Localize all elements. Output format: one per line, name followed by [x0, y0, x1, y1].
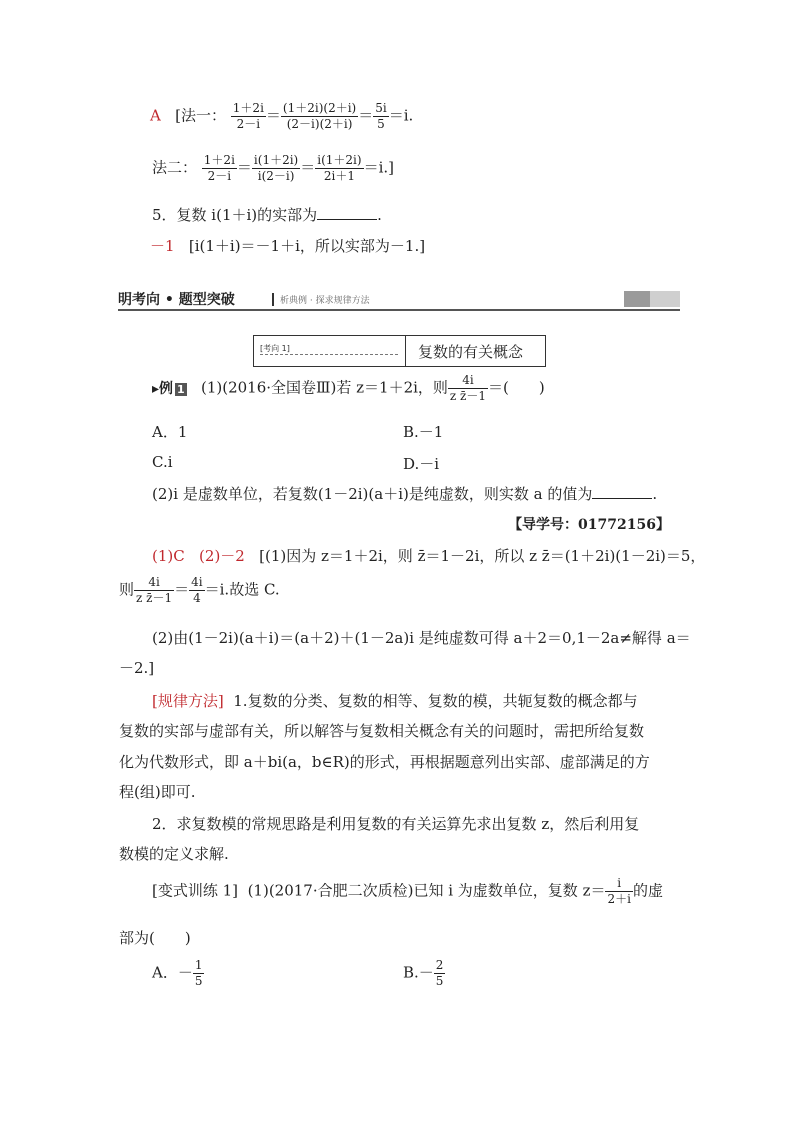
- example-number-badge: 1: [177, 382, 185, 396]
- topic-box: [253, 335, 546, 367]
- variant-option-b: B.－ $\frac{2}{5}$: [403, 958, 444, 988]
- fraction: $\frac{1}{5}$: [194, 958, 203, 988]
- topic-tag: [考向 1]: [260, 344, 290, 353]
- example1-part1: ▸例 1 (1)(2016·全国卷Ⅲ)若 z＝1＋2i，则 $\frac{4i}{\text{z z̄－1}}$ ＝( ): [152, 373, 545, 403]
- header-decor-dark: [624, 291, 650, 307]
- solution-line1: (1)C (2)－2 [(1)因为 z＝1＋2i，则 z̄＝1－2i，所以 z z̄＝(1＋2i)(1－2i)＝5，: [152, 547, 706, 565]
- q5-answer: －1: [150, 237, 175, 255]
- option-a: A．1: [152, 423, 188, 441]
- answer-blank: [592, 486, 652, 499]
- solution-answer-1: (1)C: [152, 547, 185, 565]
- fraction: $\frac{5i}{5}$: [375, 101, 387, 131]
- method-label: [规律方法]: [152, 692, 224, 710]
- variant-option-a: A．－ $\frac{1}{5}$: [152, 958, 203, 988]
- example-label: ▸例 1: [152, 380, 185, 397]
- fraction: $\frac{4i}{\text{z z̄－1}}$: [449, 373, 487, 403]
- fraction: $\frac{(1+2i)(2+i)}{(2-i)(2+i)}$: [282, 101, 357, 131]
- fraction: $\frac{2}{5}$: [435, 958, 444, 988]
- q4-method1-label: [法一：: [175, 106, 227, 125]
- solution-line3: (2)由(1－2i)(a＋i)＝(a＋2)＋(1－2a)i 是纯虚数可得 a＋2＝0,1－2a≠解得 a＝: [152, 629, 691, 647]
- method-line-4: 程(组)即可.: [119, 783, 196, 801]
- q4-method1: A [法一： $\frac{1+2i}{2-i}$ ＝ $\frac{(1+2i)(2+i)}{(2-i)(2+i)}$ ＝ $\frac{5i}{5}$ ＝i.: [150, 101, 414, 131]
- fraction: $\frac{i}{2+i}$: [607, 876, 631, 906]
- solution-answer-2: (2)－2: [199, 547, 245, 565]
- option-b: B.－1: [403, 423, 444, 441]
- variant-line1: [变式训练 1] (1)(2017·合肥二次质检)已知 i 为虚数单位，复数 z＝ $\frac{i}{2+i}$ 的虚: [152, 876, 663, 906]
- solution-line4: －2.]: [119, 659, 155, 677]
- variant-label: [变式训练 1]: [152, 881, 239, 900]
- fraction: $\frac{4i}{4}$: [191, 575, 203, 605]
- section-subtitle: 析典例 · 探求规律方法: [272, 293, 370, 306]
- q5-solution: －1 [i(1＋i)＝－1＋i，所以实部为－1.]: [150, 237, 426, 255]
- fraction: $\frac{i(1+2i)}{i(2-i)}$: [253, 153, 299, 183]
- topic-tag-cell: [254, 336, 406, 366]
- fraction: $\frac{1+2i}{2-i}$: [203, 153, 235, 183]
- variant-line2: 部为( ): [119, 929, 191, 947]
- option-d: D.－i: [403, 455, 440, 473]
- solution-line2: 则 $\frac{4i}{\text{z z̄－1}}$ ＝ $\frac{4i}{4}$ ＝i.故选 C.: [119, 575, 280, 605]
- fraction: $\frac{4i}{\text{z z̄－1}}$: [136, 575, 173, 605]
- header-decor-light: [650, 291, 680, 307]
- option-c: C.i: [152, 453, 173, 471]
- answer-blank: [317, 207, 377, 220]
- fraction: $\frac{i(1+2i)}{2i+1}$: [317, 153, 362, 183]
- section-header: [118, 289, 680, 311]
- method-line-5: 2．求复数模的常规思路是利用复数的有关运算先求出复数 z，然后利用复: [152, 815, 640, 833]
- method-line-1: [规律方法] 1.复数的分类、复数的相等、复数的模，共轭复数的概念都与: [152, 692, 638, 710]
- topic-name: 复数的有关概念: [418, 343, 524, 361]
- reference-number: 【导学号：01772156】: [508, 517, 670, 533]
- section-title: 明考向 • 题型突破: [118, 292, 235, 308]
- fraction: $\frac{1+2i}{2-i}$: [232, 101, 264, 131]
- q5-question: 5．复数 i(1＋i)的实部为 .: [152, 206, 382, 224]
- q4-answer: A: [150, 106, 161, 125]
- q4-method2-label: 法二：: [152, 158, 198, 177]
- topic-dash-line: [260, 354, 398, 355]
- q4-method2: 法二： $\frac{1+2i}{2-i}$ ＝ $\frac{i(1+2i)}{i(2-i)}$ ＝ $\frac{i(1+2i)}{2i+1}$ ＝i.]: [152, 153, 394, 183]
- example1-part2: (2)i 是虚数单位，若复数(1－2i)(a＋i)是纯虚数，则实数 a 的值为 .: [152, 485, 658, 503]
- method-line-3: 化为代数形式，即 a＋bi(a，b∈R)的形式，再根据题意列出实部、虚部满足的方: [119, 753, 650, 771]
- method-line-6: 数模的定义求解.: [119, 845, 229, 863]
- method-line-2: 复数的实部与虚部有关，所以解答与复数相关概念有关的问题时，需把所给复数: [119, 722, 645, 740]
